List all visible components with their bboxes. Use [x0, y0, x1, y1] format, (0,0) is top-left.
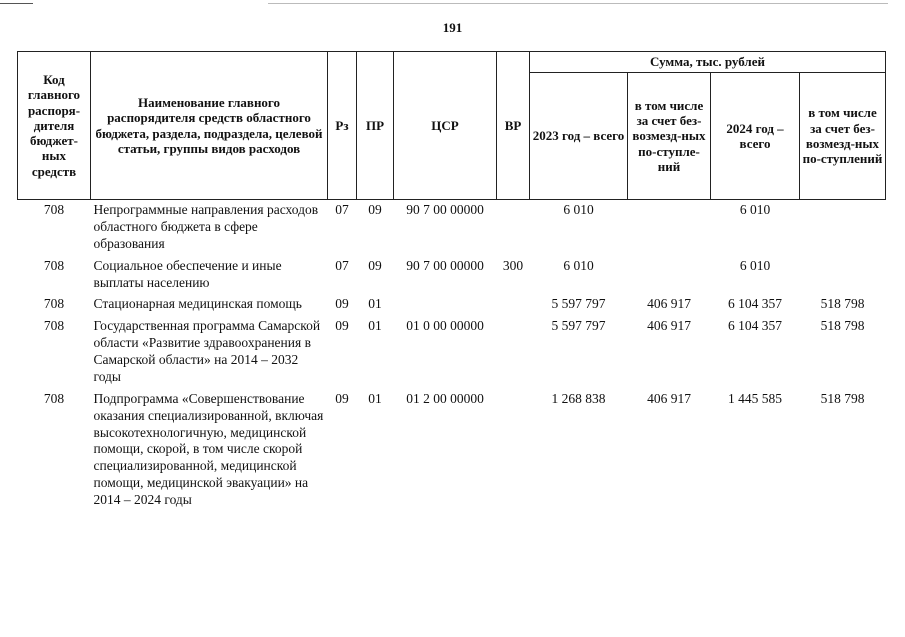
cell-csr — [394, 294, 497, 316]
cell-name: Социальное обеспечение и иные выплаты населению — [93, 257, 282, 290]
budget-table — [17, 51, 886, 512]
col-header-csr: ЦСР — [394, 52, 497, 200]
col-header-pr: ПР — [357, 52, 394, 200]
cell-pr: 01 — [368, 296, 382, 312]
cell-rz: 09 — [335, 318, 349, 334]
col-header-2023-total: 2023 год – всего — [530, 73, 628, 200]
cell-2024-total: 6 104 357 — [728, 296, 782, 312]
cell-code: 708 — [43, 202, 65, 217]
cell-rz: 09 — [335, 390, 349, 406]
cell-2023-grants: 406 917 — [647, 390, 691, 406]
cell-2023-grants — [628, 256, 711, 295]
cell-code: 708 — [43, 318, 65, 334]
cell-vr: 300 — [502, 257, 524, 273]
cell-csr: 01 2 00 00000 — [406, 390, 484, 406]
table-row — [18, 294, 886, 316]
col-header-rz: Рз — [328, 52, 357, 200]
col-header-vr: ВР — [497, 52, 530, 200]
col-header-name: Наименование главного распорядителя средств областного бюджета, раздела, подраздела, целевой статьи, группы видов расходов — [91, 52, 328, 200]
cell-name: Государственная программа Самарской области «Развитие здравоохранения в Самарской области» на 2014 – 2032 годы — [93, 318, 321, 384]
cell-2023-total: 6 010 — [563, 202, 594, 217]
table-row — [18, 316, 886, 389]
cell-2023-total: 5 597 797 — [551, 296, 606, 312]
top-rule — [0, 3, 33, 4]
cell-name: Подпрограмма «Совершенствование оказания специализированной, включая высокотехнологичную, медицинской помощи, скорой, в том числе скорой специализированной, медицинской помощи, медицинской эвакуации» на 2014 – 2024 годы — [93, 390, 324, 507]
cell-vr — [497, 294, 530, 316]
cell-2024-total: 6 010 — [739, 257, 771, 273]
col-header-code: Код главного распоря-дителя бюджет-ных средств — [18, 52, 91, 200]
cell-2024-grants — [800, 256, 886, 295]
cell-rz: 07 — [335, 202, 349, 217]
col-header-2023-grants: в том числе за счет без-возмезд-ных по-ступле-ний — [628, 73, 711, 200]
cell-vr — [497, 200, 530, 256]
cell-csr: 01 0 00 00000 — [406, 318, 484, 334]
cell-vr — [497, 316, 530, 389]
cell-csr: 90 7 00 00000 — [406, 202, 484, 217]
table-row — [18, 200, 886, 256]
cell-2023-total: 1 268 838 — [551, 390, 606, 406]
table-row — [18, 256, 886, 295]
cell-name: Непрограммные направления расходов областного бюджета в сфере образования — [93, 202, 319, 251]
cell-2024-total: 6 010 — [739, 202, 771, 217]
col-header-2024-grants: в том числе за счет без-возмезд-ных по-ступлений — [800, 73, 886, 200]
top-rule-right — [268, 3, 888, 4]
header-row-1 — [18, 52, 886, 73]
cell-pr: 01 — [368, 390, 382, 406]
cell-code: 708 — [43, 390, 65, 406]
cell-code: 708 — [43, 296, 65, 312]
cell-rz: 09 — [335, 296, 349, 312]
cell-2024-total: 1 445 585 — [728, 390, 782, 406]
cell-2024-total: 6 104 357 — [728, 318, 782, 334]
cell-2023-total: 5 597 797 — [551, 318, 606, 334]
col-header-sum: Сумма, тыс. рублей — [530, 52, 886, 73]
col-header-2024-total: 2024 год – всего — [711, 73, 800, 200]
cell-pr: 09 — [368, 257, 382, 273]
cell-vr — [497, 389, 530, 512]
cell-name: Стационарная медицинская помощь — [93, 296, 302, 312]
cell-pr: 09 — [368, 202, 382, 217]
cell-2024-grants: 518 798 — [820, 296, 865, 312]
page-number: 191 — [442, 20, 463, 35]
cell-code: 708 — [43, 257, 65, 273]
cell-pr: 01 — [368, 318, 382, 334]
cell-2023-grants: 406 917 — [647, 296, 691, 312]
cell-csr: 90 7 00 00000 — [406, 257, 484, 273]
table-row — [18, 389, 886, 512]
cell-2023-total: 6 010 — [563, 257, 594, 273]
cell-2024-grants: 518 798 — [820, 318, 865, 334]
cell-2023-grants: 406 917 — [647, 318, 691, 334]
cell-2023-grants — [628, 200, 711, 256]
cell-rz: 07 — [335, 257, 349, 273]
cell-2024-grants: 518 798 — [820, 390, 865, 406]
cell-2024-grants — [800, 200, 886, 256]
